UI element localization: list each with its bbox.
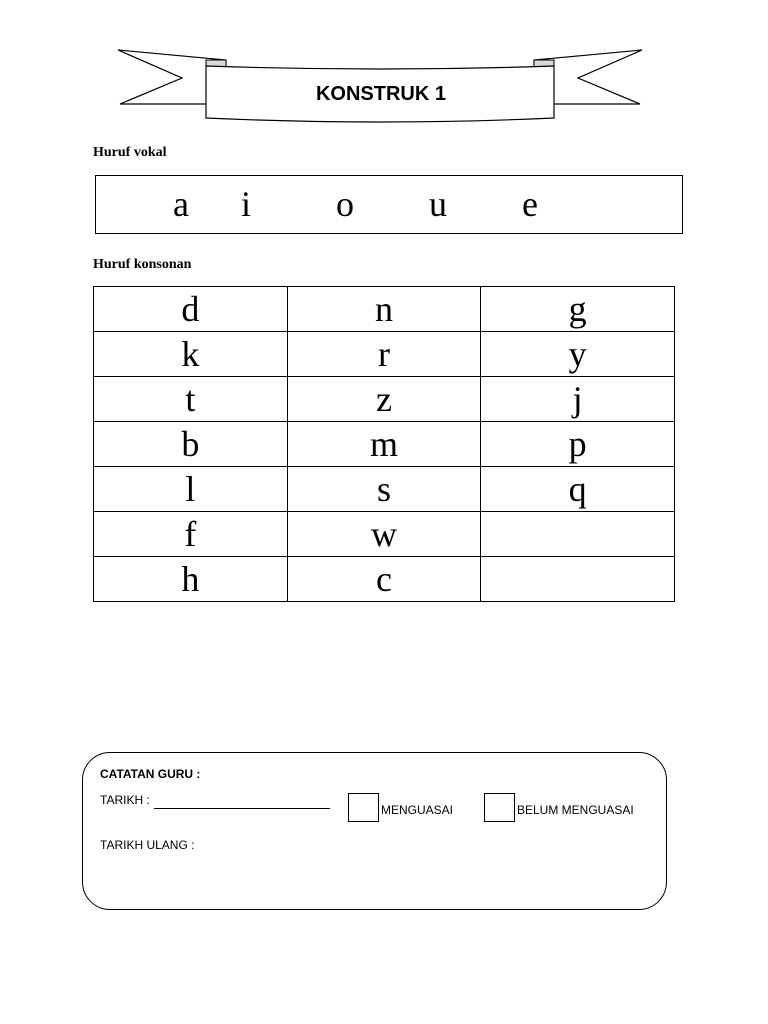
consonant-cell: w (287, 512, 481, 557)
consonant-cell (481, 512, 675, 557)
consonant-cell: s (287, 467, 481, 512)
consonant-table (93, 286, 675, 602)
consonant-cell: m (287, 422, 481, 467)
consonant-cell: y (481, 332, 675, 377)
teacher-notes-box (82, 752, 667, 910)
notes-title: CATATAN GURU : (100, 767, 201, 781)
table-row (94, 512, 675, 557)
table-row (94, 287, 675, 332)
consonant-cell: p (481, 422, 675, 467)
consonant-cell (481, 557, 675, 602)
consonant-cell: z (287, 377, 481, 422)
vowel-letter: u (429, 184, 447, 224)
consonant-cell: g (481, 287, 675, 332)
retest-date-label: TARIKH ULANG : (100, 838, 195, 852)
table-row (94, 332, 675, 377)
not-mastered-label: BELUM MENGUASAI (517, 803, 634, 817)
vowel-letter: o (336, 184, 354, 224)
vowel-letter: i (241, 184, 252, 224)
mastered-checkbox[interactable] (348, 793, 379, 822)
consonant-cell: l (94, 467, 288, 512)
mastered-label: MENGUASAI (381, 803, 454, 817)
consonant-cell: j (481, 377, 675, 422)
consonant-cell: r (287, 332, 481, 377)
table-row (94, 557, 675, 602)
table-row (94, 422, 675, 467)
table-row (94, 377, 675, 422)
vowel-letter: a (173, 184, 189, 224)
consonant-cell: c (287, 557, 481, 602)
consonant-cell: d (94, 287, 288, 332)
date-row (100, 793, 330, 809)
table-row (94, 467, 675, 512)
consonant-cell: h (94, 557, 288, 602)
consonant-cell: t (94, 377, 288, 422)
date-label: TARIKH : (100, 793, 150, 807)
consonant-cell: q (481, 467, 675, 512)
consonant-section-label: Huruf konsonan (93, 257, 192, 272)
consonant-cell: f (94, 512, 288, 557)
vowel-section-label: Huruf vokal (93, 145, 167, 160)
consonant-cell: b (94, 422, 288, 467)
consonant-cell: k (94, 332, 288, 377)
date-field[interactable] (154, 793, 330, 809)
page-title: KONSTRUK 1 (315, 82, 446, 105)
title-banner (116, 46, 644, 126)
vowel-letter: e (522, 184, 538, 224)
not-mastered-checkbox[interactable] (484, 793, 515, 822)
vowel-box (95, 175, 683, 234)
consonant-cell: n (287, 287, 481, 332)
